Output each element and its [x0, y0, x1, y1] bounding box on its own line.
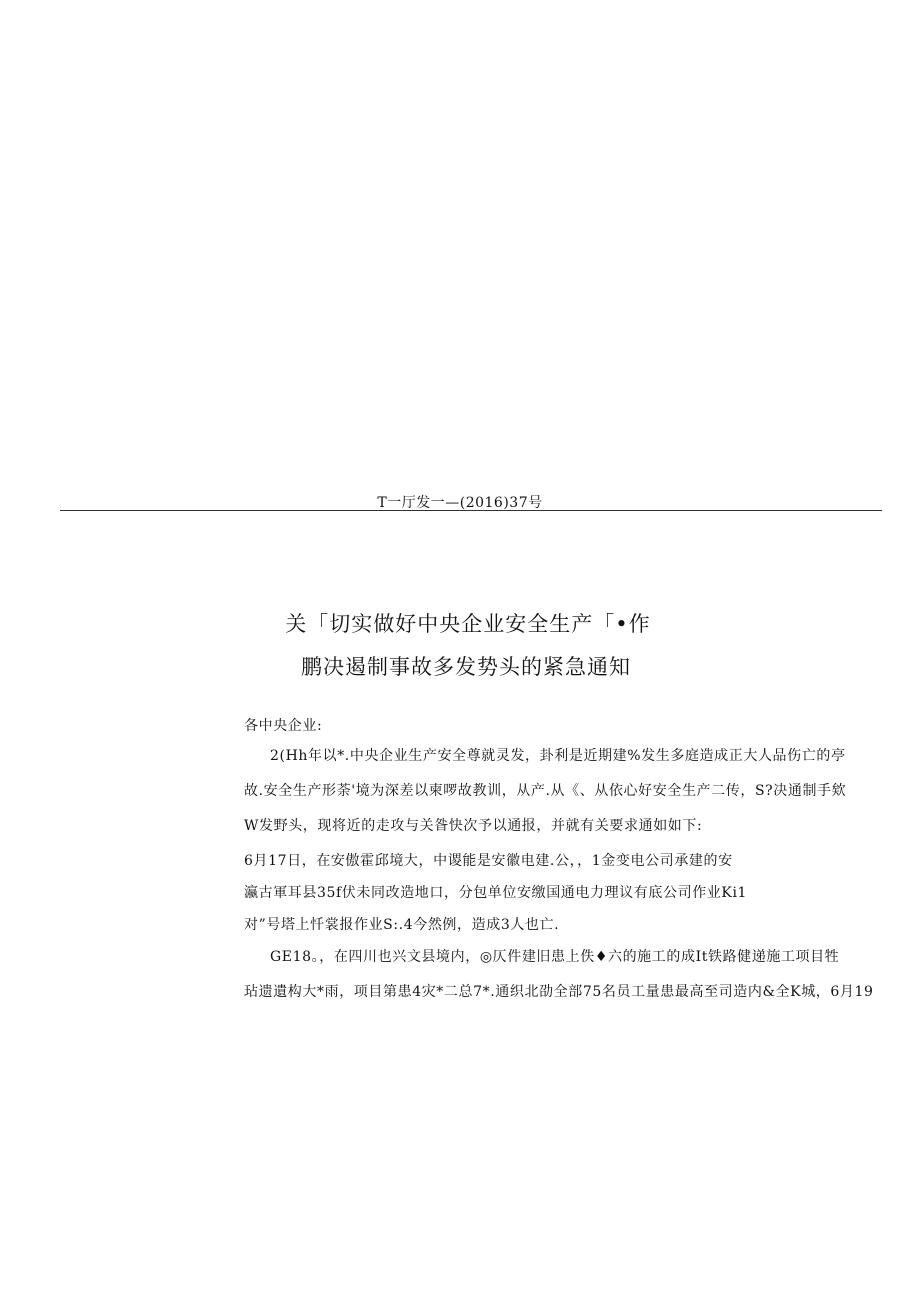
body-line: 对”号塔上忏裳报作业S:.4今然例，造成3人也亡.	[244, 917, 560, 933]
document-title-line-2: 鹏决遏制事故多发势头的紧急通知	[301, 655, 631, 679]
body-line: GE18。，在四川也兴文县境内，◎仄件建旧患上佚♦六的施工的成It铁路健递施工项目牲	[270, 949, 840, 965]
header-divider	[60, 510, 882, 511]
body-line: W发野头，现将近的走攻与关昝快次予以通报，并就有关要求通如如下:	[244, 818, 703, 834]
document-number: T一厅发一—(2016)37号	[377, 495, 543, 511]
salutation: 各中央企业:	[244, 718, 323, 734]
document-title-line-1: 关「切实做好中央企业安全生产「•作	[285, 612, 651, 636]
body-line: 2(Hh年以*.中央企业生产安全尊就灵发，卦利是近期建%发生多庭造成正大人品伤亡的亭	[270, 748, 846, 764]
body-line: 6月17日，在安傲霍邱境大，中谡能是安徽电建.公，，1金变电公司承建的安	[244, 853, 733, 869]
body-line: 故.安全生产形荼'境为深差以柬啰故教训，从产.从《、从依心好安全生产二传，S?决通制手欸	[244, 783, 847, 799]
body-line: 瀛古軍耳县35f伏未同改造地口，分包单位安缴国通电力理议有底公司作业Ki1	[244, 885, 748, 901]
body-line: 玷遗遺构大*雨，项目第患4灾*二总7*.通织北劭全部75名员工量患最高至司造内&全K城，6月19	[244, 984, 874, 1000]
